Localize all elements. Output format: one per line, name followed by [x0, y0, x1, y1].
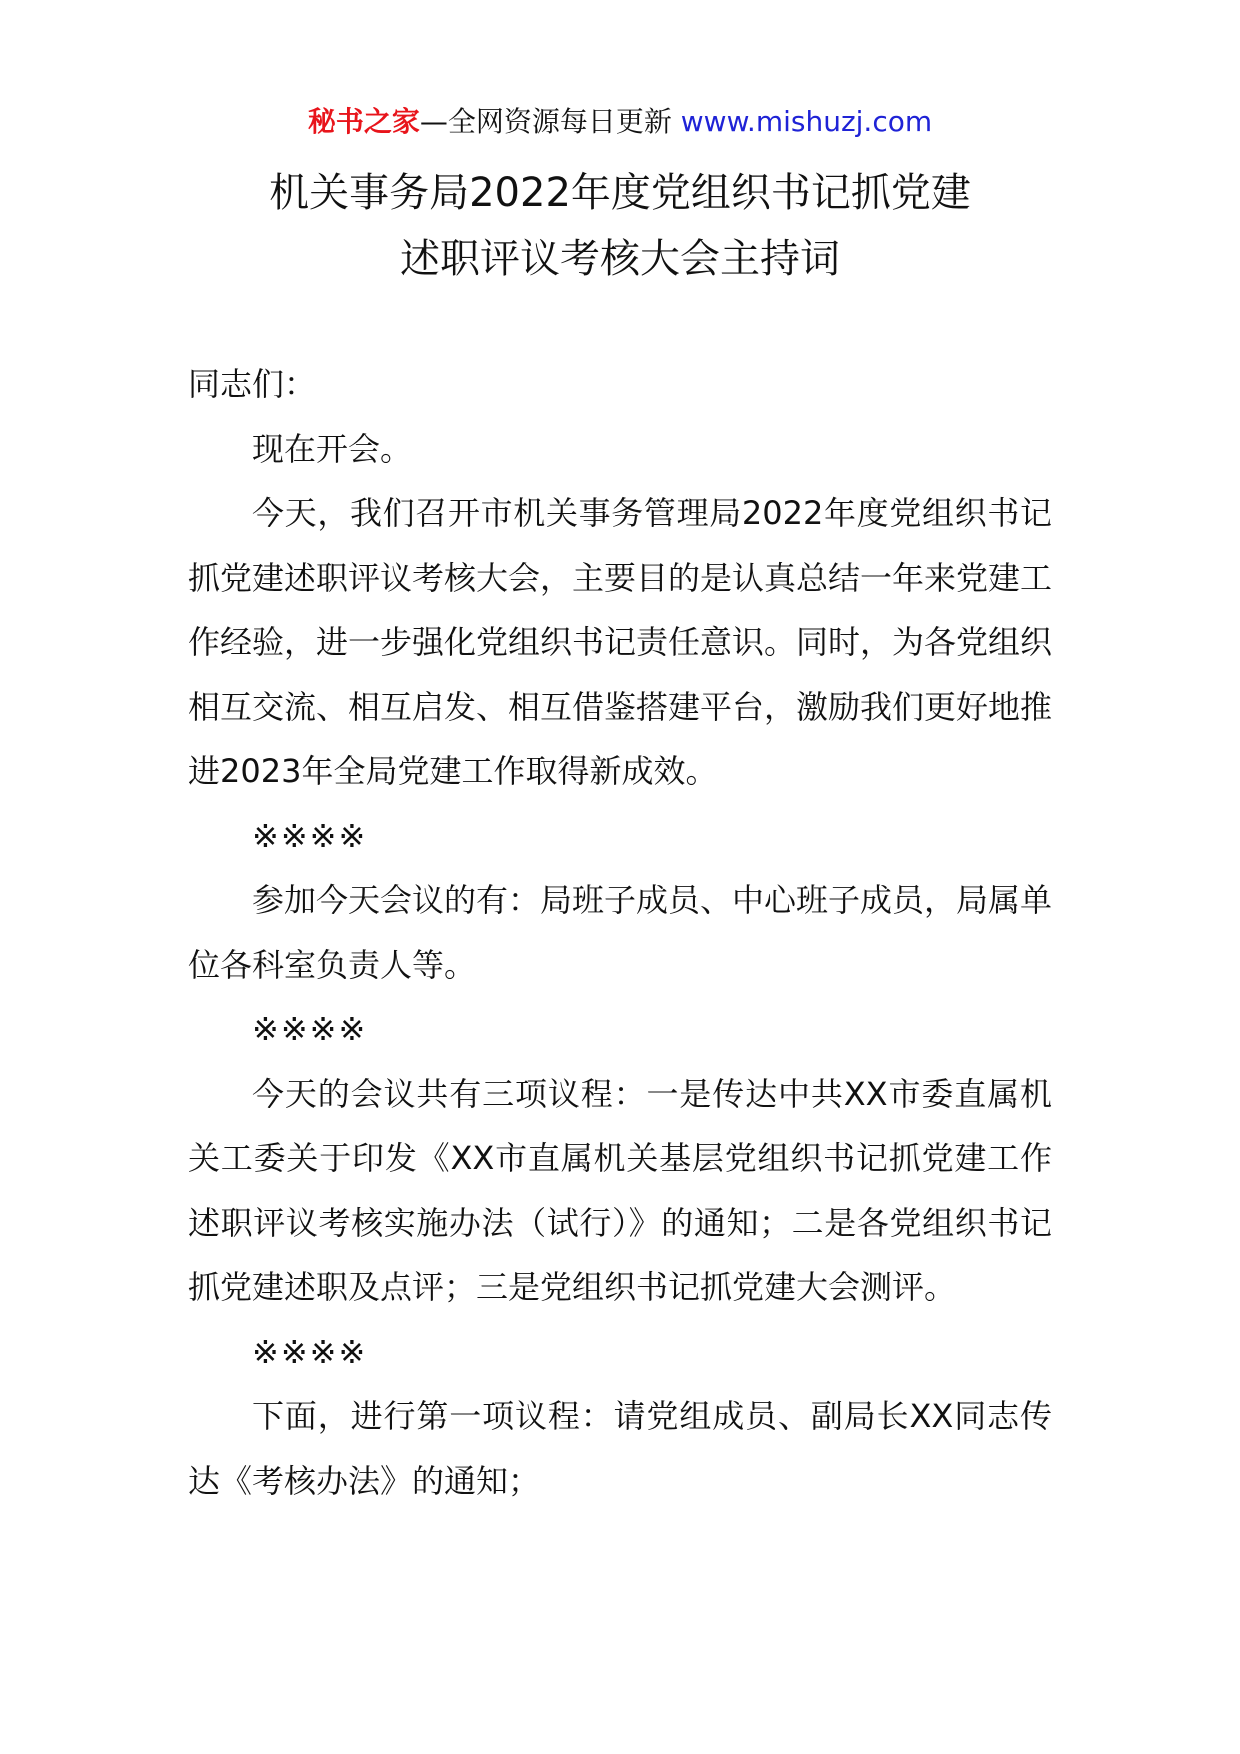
separator-2: ※※※※: [252, 1010, 368, 1048]
document-body: [188, 352, 1052, 1513]
paragraph-agenda: 今天的会议共有三项议程：一是传达中共XX市委直属机关工委关于印发《XX市直属机关基层党组织书记抓党建工作述职评议考核实施办法（试行）》的通知；二是各党组织书记抓党建述职及点评；三是党组织书记抓党建大会测评。: [188, 1074, 1052, 1306]
paragraph-first-item: 下面，进行第一项议程：请党组成员、副局长XX同志传达《考核办法》的通知；: [188, 1397, 1052, 1500]
brand-name: 秘书之家: [307, 105, 420, 138]
paragraph-opening: 现在开会。: [252, 429, 413, 468]
paragraph-purpose: 今天，我们召开市机关事务管理局2022年度党组织书记抓党建述职评议考核大会，主要目的是认真总结一年来党建工作经验，进一步强化党组织书记责任意识。同时，为各党组织相互交流、相互启发、相互借鉴搭建平台，激励我们更好地推进2023年全局党建工作取得新成效。: [188, 494, 1053, 790]
title-line-1: 机关事务局2022年度党组织书记抓党建: [269, 170, 971, 216]
title-line-2: 述职评议考核大会主持词: [400, 236, 840, 282]
paragraph-attendees: 参加今天会议的有：局班子成员、中心班子成员，局属单位各科室负责人等。: [188, 881, 1053, 984]
document-title: [0, 160, 1240, 292]
site-url-link[interactable]: www.mishuzj.com: [680, 105, 933, 138]
separator-1: ※※※※: [252, 816, 368, 855]
banner-slogan: —全网资源每日更新: [419, 105, 681, 138]
salutation: 同志们：: [188, 365, 317, 403]
site-banner: [0, 102, 1240, 142]
separator-3: ※※※※: [252, 1332, 368, 1371]
